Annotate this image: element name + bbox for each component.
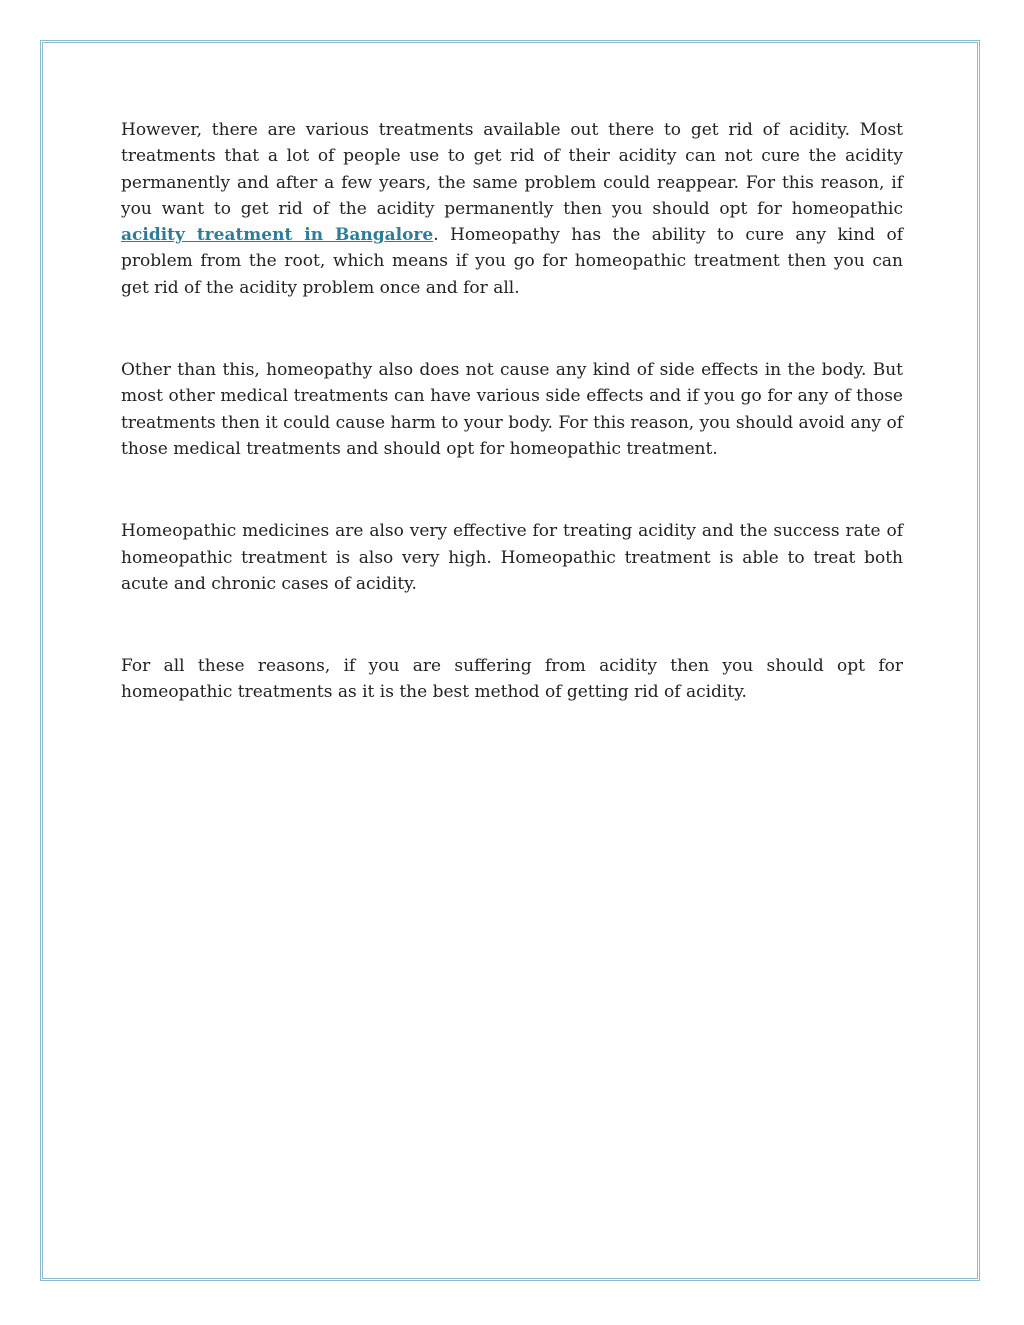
paragraph-3: Homeopathic medicines are also very effective for treating acidity and the success rate of homeopathic treatment is also very high. Homeopathic treatment is able to treat both acute and chronic cases of acidity. [121,521,903,594]
paragraph-1-text-before-link: However, there are various treatments available out there to get rid of acidity. Most treatments that a lot of people use to get rid of their acidity can not cure the acidity permanently and after a few years, the same problem could reappear. For this reason, if you want to get rid of the acidity permanently then you should opt for homeopathic [121,120,903,219]
paragraph-4: For all these reasons, if you are suffering from acidity then you should opt for homeopathic treatments as it is the best method of getting rid of acidity. [121,656,903,703]
acidity-treatment-link[interactable]: acidity treatment in Bangalore [121,225,434,246]
paragraph-1-text-after-link: . Homeopathy has the ability to cure any kind of problem from the root, which means if you go for homeopathic treatment then you can get rid of the acidity problem once and for all. [121,225,903,298]
paragraph-1 [121,117,903,301]
document-body [121,117,903,706]
paragraph-2: Other than this, homeopathy also does not cause any kind of side effects in the body. But most other medical treatments can have various side effects and if you go for any of those treatments then it could cause harm to your body. For this reason, you should avoid any of those medical treatments and should opt for homeopathic treatment. [121,360,903,459]
